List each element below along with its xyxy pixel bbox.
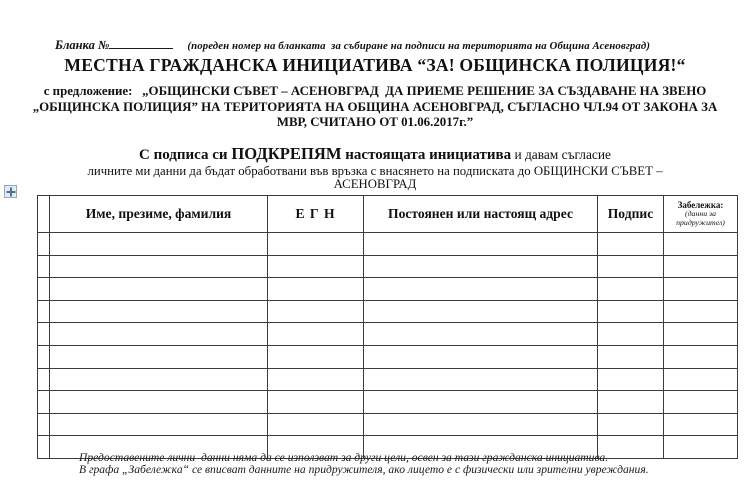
table-row [38, 233, 738, 256]
column-header-note-subtitle: (данни за придружител) [676, 209, 725, 227]
proposal-paragraph [25, 84, 725, 131]
table-cell-empty[interactable] [268, 300, 364, 323]
table-cell-empty[interactable] [598, 368, 664, 391]
table-cell-empty[interactable] [50, 323, 268, 346]
consent-support-text: ПОДКРЕПЯМ [231, 144, 342, 163]
table-cell-empty[interactable] [664, 391, 738, 414]
table-cell-empty[interactable] [38, 413, 50, 436]
table-cell-empty[interactable] [598, 278, 664, 301]
table-cell-empty[interactable] [598, 413, 664, 436]
consent-agreement-text: и давам съгласие [511, 147, 611, 162]
proposal-line: „ОБЩИНСКА ПОЛИЦИЯ” НА ТЕРИТОРИЯТА НА ОБЩИНА АСЕНОВГРАД, СЪГЛАСНО ЧЛ.94 ОТ ЗАКОНА ЗА [32, 99, 718, 114]
table-cell-empty[interactable] [268, 413, 364, 436]
consent-initiative-text: настоящата инициатива [341, 147, 512, 163]
table-cell-empty[interactable] [664, 323, 738, 346]
table-cell-empty[interactable] [268, 345, 364, 368]
table-cell-empty[interactable] [598, 300, 664, 323]
proposal-line: МВР, СЧИТАНО ОТ 01.06.2017г.” [276, 115, 474, 130]
blank-number-label: Бланка № [55, 38, 110, 52]
table-cell-empty[interactable] [664, 345, 738, 368]
table-cell-empty[interactable] [50, 391, 268, 414]
table-cell-empty[interactable] [268, 278, 364, 301]
column-header-egn: Е Г Н [268, 196, 364, 233]
table-row [38, 391, 738, 414]
table-cell-empty[interactable] [664, 300, 738, 323]
consent-line: АСЕНОВГРАД [333, 177, 417, 192]
table-header-row [38, 196, 738, 233]
signature-table-body [38, 233, 738, 459]
blank-number-note: (пореден номер на бланката за събиране на подписи на територията на Община Асеновград) [187, 40, 651, 52]
footer-note-line: Предоставените лични данни няма да се използват за други цели, освен за тази гражданска инициатива. [79, 451, 609, 464]
table-row [38, 323, 738, 346]
table-cell-empty[interactable] [38, 391, 50, 414]
blank-number-fill-line[interactable] [109, 37, 173, 49]
table-cell-empty[interactable] [268, 323, 364, 346]
column-header-name: Име, презиме, фамилия [50, 196, 268, 233]
table-cell-empty[interactable] [598, 391, 664, 414]
table-row [38, 345, 738, 368]
table-cell-empty[interactable] [38, 255, 50, 278]
table-cell-empty[interactable] [364, 345, 598, 368]
table-cell-empty[interactable] [364, 233, 598, 256]
table-cell-empty[interactable] [364, 323, 598, 346]
table-cell-empty[interactable] [38, 345, 50, 368]
blank-number-row [55, 37, 735, 53]
table-cell-empty[interactable] [38, 300, 50, 323]
table-cell-empty[interactable] [664, 255, 738, 278]
table-cell-empty[interactable] [664, 233, 738, 256]
consent-line: личните ми данни да бъдат обработвани във връзка с внасянето на подписката до ОБЩИНСКИ СЪВЕТ – [87, 164, 663, 178]
table-cell-empty[interactable] [50, 255, 268, 278]
table-cell-empty[interactable] [50, 345, 268, 368]
column-header-signature: Подпис [598, 196, 664, 233]
table-cell-empty[interactable] [664, 278, 738, 301]
consent-heading [0, 144, 750, 164]
table-cell-empty[interactable] [268, 233, 364, 256]
column-header-note [664, 196, 738, 233]
column-header-number [38, 196, 50, 233]
table-cell-empty[interactable] [598, 255, 664, 278]
table-cell-empty[interactable] [50, 300, 268, 323]
table-cell-empty[interactable] [268, 368, 364, 391]
footer-note-line: В графа „Забележка“ се вписват данните на придружителя, ако лицето е с физически или зрителни увреждания. [79, 463, 649, 477]
table-cell-empty[interactable] [50, 413, 268, 436]
table-cell-empty[interactable] [38, 436, 50, 459]
column-header-note-title: Забележка: [677, 199, 724, 210]
table-cell-empty[interactable] [598, 323, 664, 346]
table-cell-empty[interactable] [50, 368, 268, 391]
table-cell-empty[interactable] [50, 278, 268, 301]
table-cell-empty[interactable] [664, 368, 738, 391]
footer-notes [79, 452, 739, 477]
proposal-line: с предложение: „ОБЩИНСКИ СЪВЕТ – АСЕНОВГРАД ДА ПРИЕМЕ РЕШЕНИЕ ЗА СЪЗДАВАНЕ НА ЗВЕНО [43, 84, 707, 98]
table-row [38, 278, 738, 301]
signature-table [37, 195, 738, 459]
table-cell-empty[interactable] [38, 278, 50, 301]
table-cell-empty[interactable] [38, 368, 50, 391]
table-cell-empty[interactable] [268, 255, 364, 278]
consent-intro-text: С подписа си [139, 147, 232, 163]
table-cell-empty[interactable] [664, 413, 738, 436]
table-cell-empty[interactable] [38, 323, 50, 346]
table-row [38, 300, 738, 323]
table-cell-empty[interactable] [364, 368, 598, 391]
consent-data-processing-text [25, 165, 725, 192]
table-cell-empty[interactable] [268, 391, 364, 414]
column-header-address: Постоянен или настоящ адрес [364, 196, 598, 233]
table-cell-empty[interactable] [364, 391, 598, 414]
table-row [38, 368, 738, 391]
table-row [38, 413, 738, 436]
table-cell-empty[interactable] [598, 233, 664, 256]
table-move-handle-icon[interactable] [4, 185, 17, 198]
table-cell-empty[interactable] [598, 345, 664, 368]
page-title: МЕСТНА ГРАЖДАНСКА ИНИЦИАТИВА “ЗА! ОБЩИНСКА ПОЛИЦИЯ!“ [64, 55, 686, 75]
table-cell-empty[interactable] [364, 255, 598, 278]
table-cell-empty[interactable] [364, 413, 598, 436]
table-row [38, 255, 738, 278]
table-cell-empty[interactable] [364, 278, 598, 301]
table-cell-empty[interactable] [50, 233, 268, 256]
table-cell-empty[interactable] [364, 300, 598, 323]
table-cell-empty[interactable] [38, 233, 50, 256]
